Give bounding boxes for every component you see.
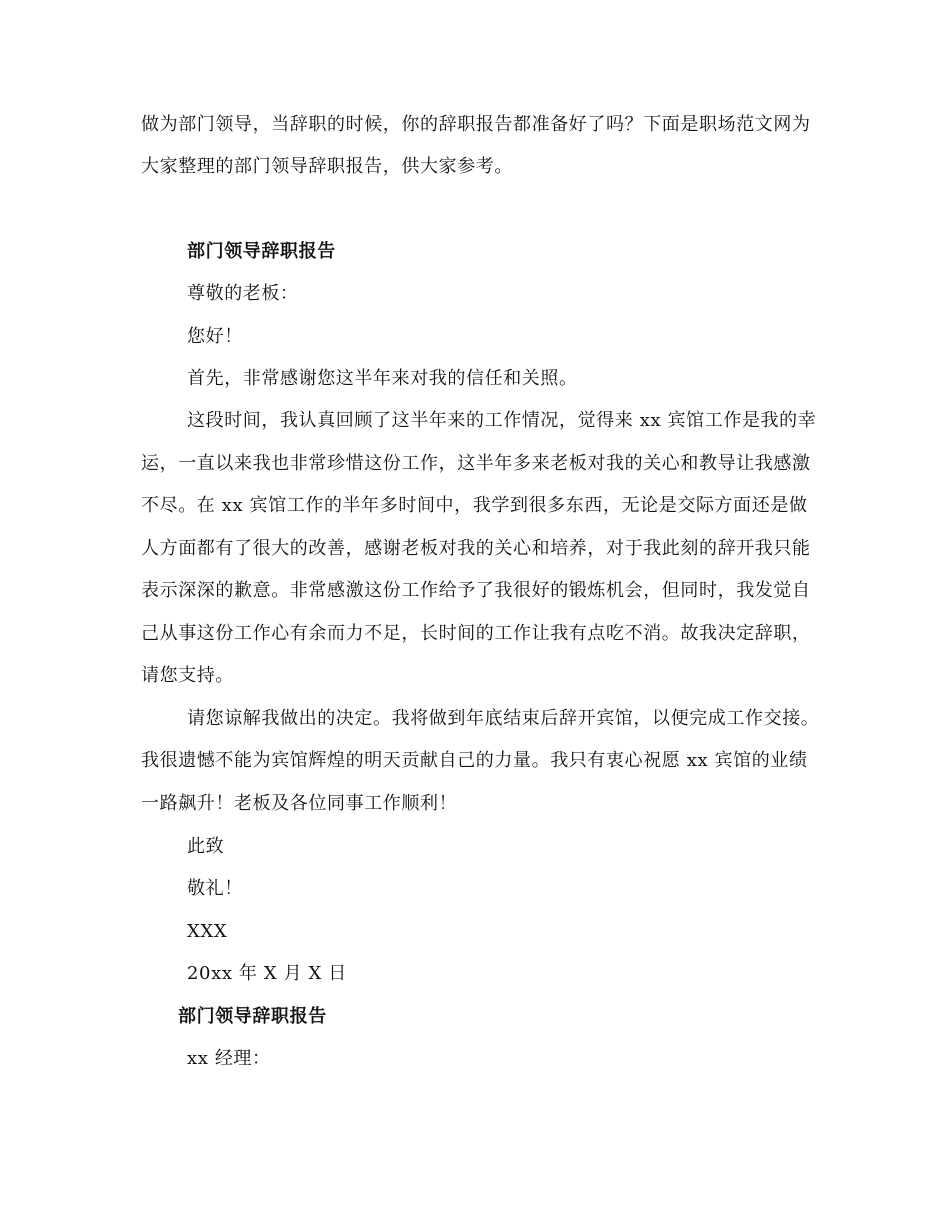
letter1-salutation: 尊敬的老板：: [187, 283, 299, 304]
letter1-para2-line-6: 己从事这份工作心有余而力不足，长时间的工作让我有点吃不消。故我决定辞职，: [141, 623, 811, 644]
letter1-heading: 部门领导辞职报告: [187, 241, 336, 262]
letter2-heading: 部门领导辞职报告: [178, 1006, 327, 1027]
intro-line-1: 做为部门领导，当辞职的时候，你的辞职报告都准备好了吗？下面是职场范文网为: [141, 114, 811, 135]
letter1-closing-1: 此致: [187, 836, 225, 857]
letter2-salutation: xx 经理：: [187, 1048, 271, 1069]
intro-line-2: 大家整理的部门领导辞职报告，供大家参考。: [141, 156, 513, 177]
letter1-para2-line-5: 表示深深的歉意。非常感激这份工作给予了我很好的锻炼机会，但同时，我发觉自: [141, 580, 811, 601]
letter1-para3-line-1: 请您谅解我做出的决定。我将做到年底结束后辞开宾馆，以便完成工作交接。: [187, 708, 820, 729]
letter1-para3-line-3: 一路飙升！老板及各位同事工作顺利！: [141, 793, 458, 814]
letter1-para2-line-4: 人方面都有了很大的改善，感谢老板对我的关心和培养，对于我此刻的辞开我只能: [141, 538, 811, 559]
letter1-para2-line-7: 请您支持。: [141, 665, 234, 686]
letter1-date: 20xx 年 X 月 X 日: [187, 963, 347, 984]
letter1-closing-2: 敬礼！: [187, 878, 243, 899]
letter1-para2-line-1: 这段时间，我认真回顾了这半年来的工作情况，觉得来 xx 宾馆工作是我的幸: [187, 410, 817, 431]
letter1-greeting: 您好！: [187, 326, 243, 347]
letter1-para3-line-2: 我很遗憾不能为宾馆辉煌的明天贡献自己的力量。我只有衷心祝愿 xx 宾馆的业绩: [141, 750, 808, 771]
letter1-para2-line-2: 运，一直以来我也非常珍惜这份工作，这半年多来老板对我的关心和教导让我感激: [141, 453, 811, 474]
letter1-para2-line-3: 不尽。在 xx 宾馆工作的半年多时间中，我学到很多东西，无论是交际方面还是做: [141, 495, 808, 516]
letter1-para1: 首先，非常感谢您这半年来对我的信任和关照。: [187, 368, 578, 389]
letter1-signature: XXX: [187, 921, 228, 942]
